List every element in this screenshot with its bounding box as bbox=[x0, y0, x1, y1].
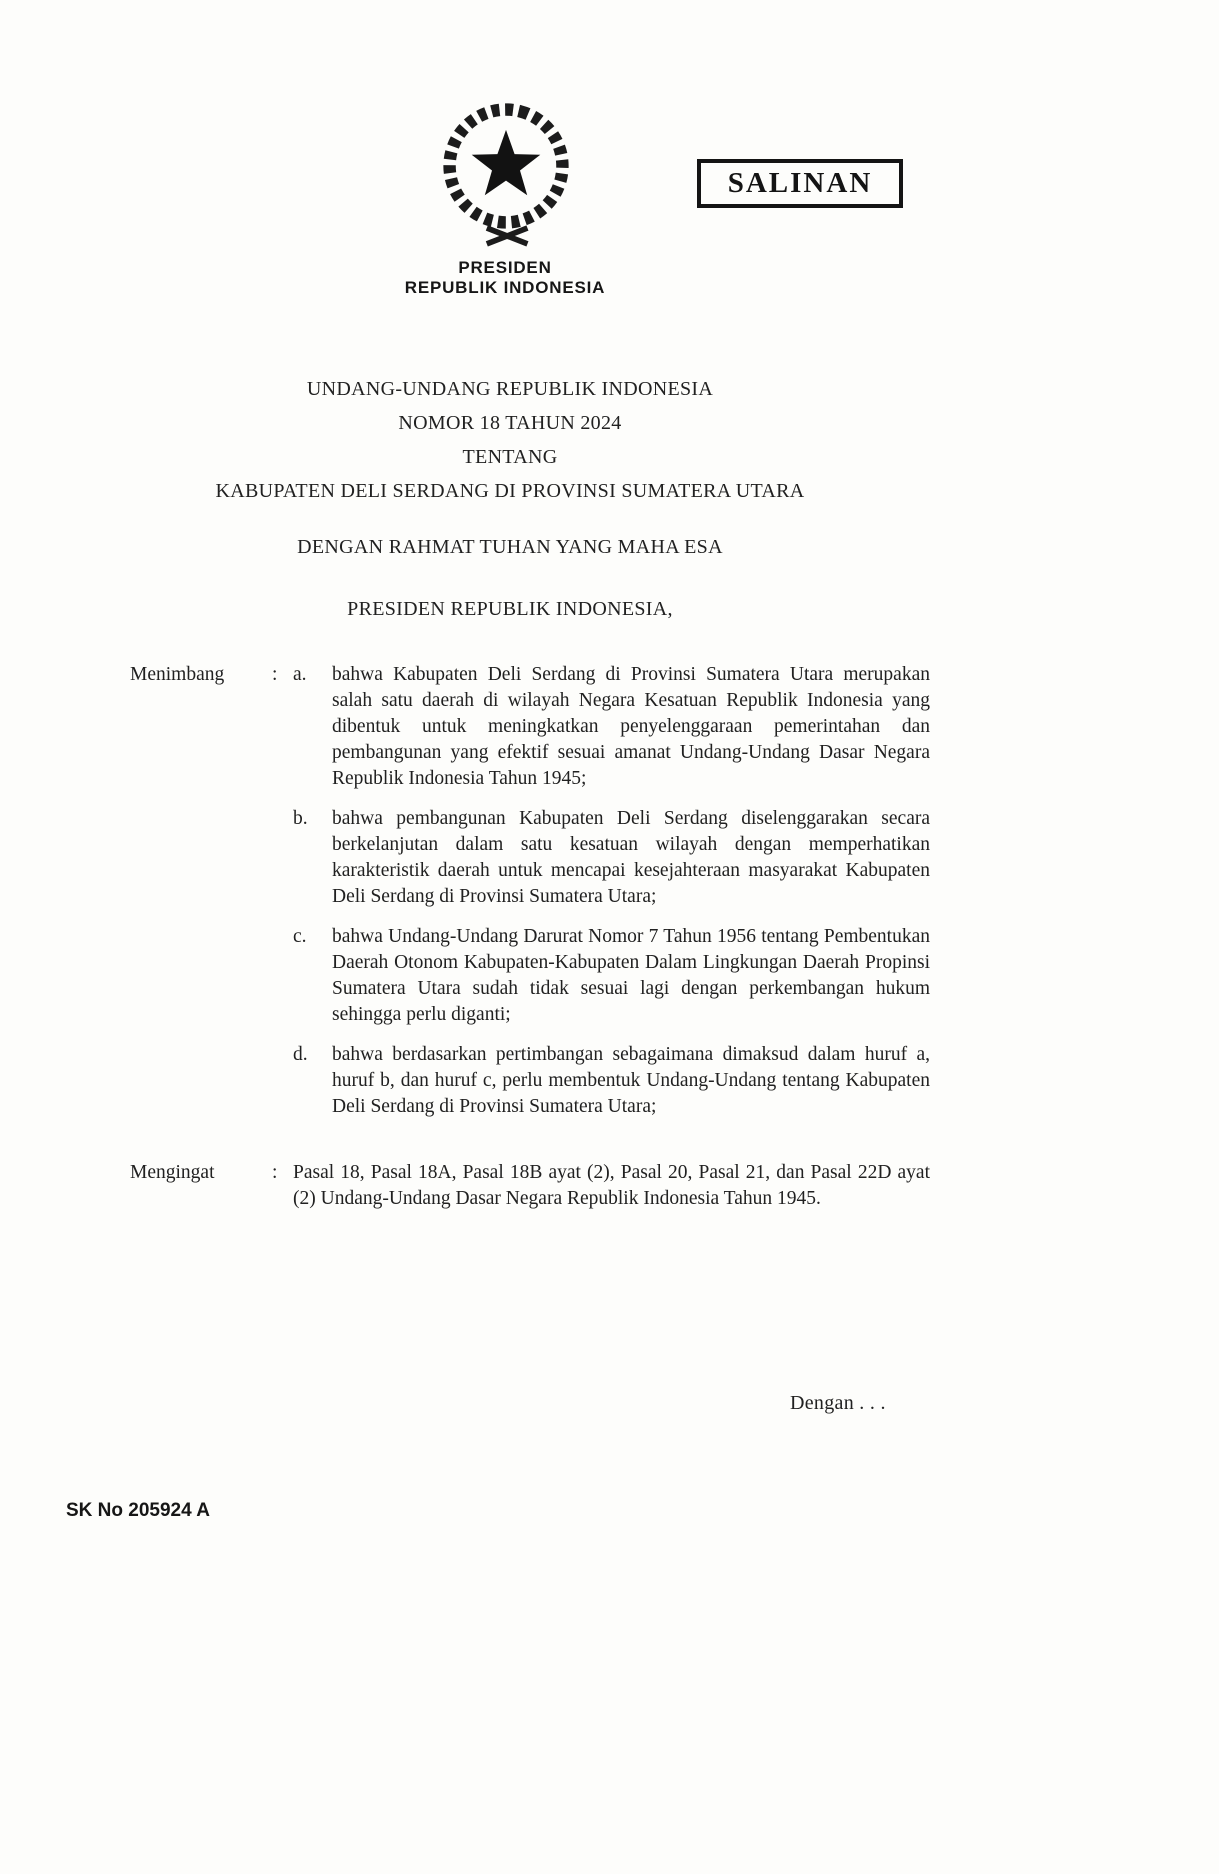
clause-mengingat bbox=[130, 1160, 930, 1212]
list-item-text: bahwa pembangunan Kabupaten Deli Serdang diselenggarakan secara berkelanjutan dalam satu kesatuan wilayah dengan memperhatikan karakteristik daerah untuk mencapai kesejahteraan masyarakat Kabupaten Deli Serdang di Provinsi Sumatera Utara; bbox=[332, 808, 930, 907]
doc-title-line-4: KABUPATEN DELI SERDANG DI PROVINSI SUMATERA UTARA bbox=[215, 480, 805, 502]
clause-mengingat-colon: : bbox=[272, 1162, 278, 1183]
list-item-text: bahwa berdasarkan pertimbangan sebagaimana dimaksud dalam huruf a, huruf b, dan huruf c, perlu membentuk Undang-Undang tentang Kabupaten Deli Serdang di Provinsi Sumatera Utara; bbox=[332, 1044, 930, 1117]
list-item bbox=[293, 1042, 930, 1120]
catchword: Dengan . . . bbox=[790, 1392, 886, 1414]
clause-menimbang-colon: : bbox=[272, 664, 278, 685]
letterhead-line-1: PRESIDEN bbox=[458, 258, 552, 277]
authority-line: PRESIDEN REPUBLIK INDONESIA, bbox=[347, 598, 673, 620]
list-item bbox=[293, 662, 930, 792]
clause-menimbang-label: Menimbang bbox=[130, 664, 225, 685]
list-item-text: bahwa Kabupaten Deli Serdang di Provinsi Sumatera Utara merupakan salah satu daerah di wilayah Negara Kesatuan Republik Indonesia yang dibentuk untuk meningkatkan penyelenggaraan pemerintahan dan pembangunan yang efektif sesuai amanat Undang-Undang Dasar Negara Republik Indonesia Tahun 1945; bbox=[332, 664, 930, 789]
salinan-stamp bbox=[697, 159, 903, 208]
invocation-line: DENGAN RAHMAT TUHAN YANG MAHA ESA bbox=[297, 536, 723, 558]
document-body bbox=[90, 372, 930, 1212]
list-item-letter: c. bbox=[293, 926, 307, 947]
list-item-text: bahwa Undang-Undang Darurat Nomor 7 Tahun 1956 tentang Pembentukan Daerah Otonom Kabupaten-Kabupaten Dalam Lingkungan Daerah Propinsi Sumatera Utara sudah tidak sesuai lagi dengan perkembangan hukum sehingga perlu diganti; bbox=[332, 926, 930, 1025]
list-item-letter: a. bbox=[293, 664, 307, 685]
doc-title-line-2: NOMOR 18 TAHUN 2024 bbox=[398, 412, 622, 434]
state-emblem-icon bbox=[430, 96, 582, 254]
list-item bbox=[293, 924, 930, 1028]
letterhead bbox=[330, 258, 680, 298]
salinan-stamp-label: SALINAN bbox=[727, 167, 873, 199]
doc-title-line-3: TENTANG bbox=[462, 446, 558, 468]
clause-menimbang-body bbox=[293, 662, 930, 1120]
clause-mengingat-text: Pasal 18, Pasal 18A, Pasal 18B ayat (2), Pasal 20, Pasal 21, dan Pasal 22D ayat (2) Undang-Undang Dasar Negara Republik Indonesia Tahun 1945. bbox=[293, 1162, 930, 1209]
clause-mengingat-label: Mengingat bbox=[130, 1162, 215, 1183]
clause-menimbang bbox=[130, 662, 930, 1120]
list-item-letter: b. bbox=[293, 808, 308, 829]
clause-mengingat-body bbox=[293, 1160, 930, 1212]
doc-title-line-1: UNDANG-UNDANG REPUBLIK INDONESIA bbox=[306, 378, 714, 400]
list-item bbox=[293, 806, 930, 910]
letterhead-line-2: REPUBLIK INDONESIA bbox=[404, 278, 606, 297]
document-title bbox=[90, 372, 930, 508]
list-item-letter: d. bbox=[293, 1044, 308, 1065]
sk-number: SK No 205924 A bbox=[66, 1500, 210, 1521]
